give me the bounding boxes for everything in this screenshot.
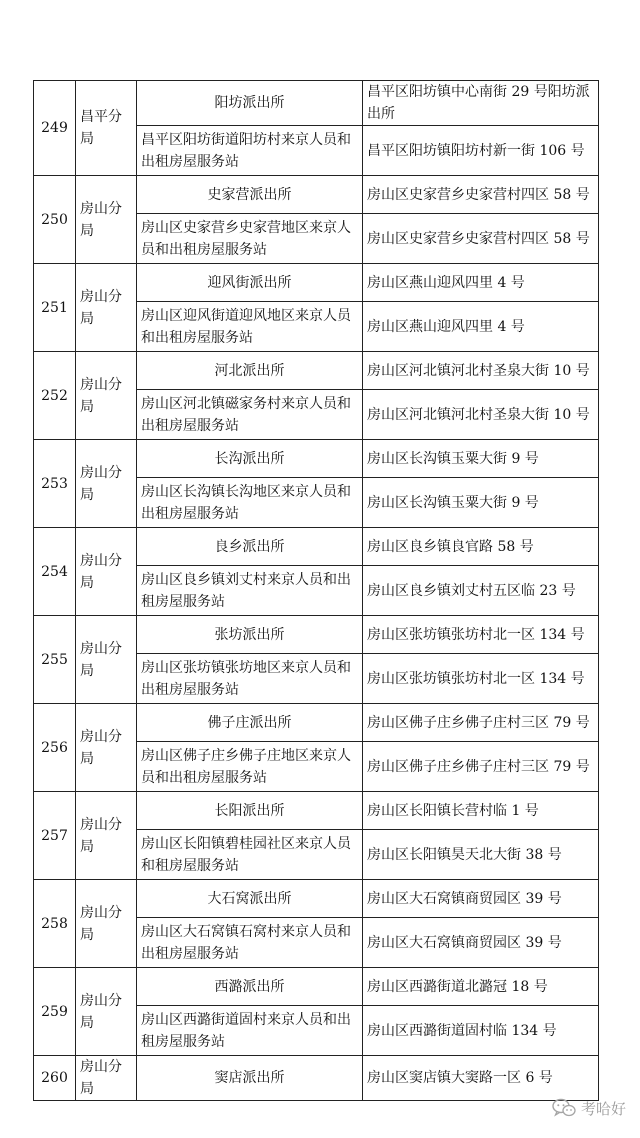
table-row [34, 792, 599, 830]
table-row [34, 440, 599, 478]
service-center-name-cell: 昌平区阳坊街道阳坊村来京人员和出租房屋服务站 [137, 126, 363, 176]
address-cell: 房山区河北镇河北村圣泉大街 10 号 [363, 352, 599, 390]
address-cell: 房山区长沟镇玉粟大街 9 号 [363, 478, 599, 528]
service-center-name-cell: 房山区迎风街道迎风地区来京人员和出租房屋服务站 [137, 302, 363, 352]
bureau-cell: 昌平分局 [76, 81, 137, 176]
watermark-text: 考哈好 [580, 1099, 626, 1118]
station-name-cell: 张坊派出所 [137, 616, 363, 654]
police-station-table [33, 80, 599, 1101]
address-cell: 房山区长沟镇玉粟大街 9 号 [363, 440, 599, 478]
address-cell: 房山区良乡镇刘丈村五区临 23 号 [363, 566, 599, 616]
station-name-cell: 窦店派出所 [137, 1056, 363, 1101]
row-number: 253 [34, 440, 76, 528]
service-center-name-cell: 房山区佛子庄乡佛子庄地区来京人员和出租房屋服务站 [137, 742, 363, 792]
address-cell: 房山区佛子庄乡佛子庄村三区 79 号 [363, 704, 599, 742]
station-name-cell: 史家营派出所 [137, 176, 363, 214]
table-row [34, 616, 599, 654]
bureau-cell: 房山分局 [76, 968, 137, 1056]
watermark [552, 1096, 626, 1120]
row-number: 260 [34, 1056, 76, 1101]
row-number: 259 [34, 968, 76, 1056]
table-row [34, 880, 599, 918]
table-row [34, 176, 599, 214]
service-center-name-cell: 房山区长沟镇长沟地区来京人员和出租房屋服务站 [137, 478, 363, 528]
address-cell: 房山区张坊镇张坊村北一区 134 号 [363, 616, 599, 654]
station-name-cell: 佛子庄派出所 [137, 704, 363, 742]
row-number: 249 [34, 81, 76, 176]
service-center-name-cell: 房山区史家营乡史家营地区来京人员和出租房屋服务站 [137, 214, 363, 264]
address-cell: 房山区史家营乡史家营村四区 58 号 [363, 214, 599, 264]
station-name-cell: 迎风街派出所 [137, 264, 363, 302]
row-number: 251 [34, 264, 76, 352]
bureau-cell: 房山分局 [76, 1056, 137, 1101]
address-cell: 房山区长阳镇长营村临 1 号 [363, 792, 599, 830]
table-row [34, 968, 599, 1006]
table-row [34, 352, 599, 390]
address-cell: 昌平区阳坊镇阳坊村新一街 106 号 [363, 126, 599, 176]
bureau-cell: 房山分局 [76, 440, 137, 528]
address-cell: 房山区良乡镇良官路 58 号 [363, 528, 599, 566]
service-center-name-cell: 房山区张坊镇张坊地区来京人员和出租房屋服务站 [137, 654, 363, 704]
row-number: 252 [34, 352, 76, 440]
row-number: 258 [34, 880, 76, 968]
table-row [34, 264, 599, 302]
table-body [34, 81, 599, 1101]
service-center-name-cell: 房山区大石窝镇石窝村来京人员和出租房屋服务站 [137, 918, 363, 968]
address-cell: 房山区窦店镇大窦路一区 6 号 [363, 1056, 599, 1101]
address-cell: 房山区西潞街道北潞冠 18 号 [363, 968, 599, 1006]
table-row [34, 528, 599, 566]
address-cell: 房山区西潞街道固村临 134 号 [363, 1006, 599, 1056]
station-name-cell: 西潞派出所 [137, 968, 363, 1006]
service-center-name-cell: 房山区西潞街道固村来京人员和出租房屋服务站 [137, 1006, 363, 1056]
bureau-cell: 房山分局 [76, 880, 137, 968]
table-row [34, 704, 599, 742]
row-number: 256 [34, 704, 76, 792]
row-number: 255 [34, 616, 76, 704]
station-name-cell: 大石窝派出所 [137, 880, 363, 918]
address-cell: 房山区史家营乡史家营村四区 58 号 [363, 176, 599, 214]
row-number: 257 [34, 792, 76, 880]
service-center-name-cell: 房山区长阳镇碧桂园社区来京人员和租房屋服务站 [137, 830, 363, 880]
table-row [34, 81, 599, 126]
address-cell: 房山区长阳镇昊天北大街 38 号 [363, 830, 599, 880]
bureau-cell: 房山分局 [76, 792, 137, 880]
station-name-cell: 河北派出所 [137, 352, 363, 390]
address-cell: 房山区河北镇河北村圣泉大街 10 号 [363, 390, 599, 440]
station-name-cell: 长沟派出所 [137, 440, 363, 478]
station-name-cell: 长阳派出所 [137, 792, 363, 830]
address-cell: 房山区大石窝镇商贸园区 39 号 [363, 880, 599, 918]
station-name-cell: 阳坊派出所 [137, 81, 363, 126]
address-cell: 房山区佛子庄乡佛子庄村三区 79 号 [363, 742, 599, 792]
row-number: 250 [34, 176, 76, 264]
address-cell: 房山区大石窝镇商贸园区 39 号 [363, 918, 599, 968]
bureau-cell: 房山分局 [76, 528, 137, 616]
row-number: 254 [34, 528, 76, 616]
bureau-cell: 房山分局 [76, 352, 137, 440]
address-cell: 房山区燕山迎风四里 4 号 [363, 264, 599, 302]
address-cell: 昌平区阳坊镇中心南街 29 号阳坊派出所 [363, 81, 599, 126]
bureau-cell: 房山分局 [76, 264, 137, 352]
bureau-cell: 房山分局 [76, 176, 137, 264]
bureau-cell: 房山分局 [76, 616, 137, 704]
service-center-name-cell: 房山区良乡镇刘丈村来京人员和出租房屋服务站 [137, 566, 363, 616]
address-cell: 房山区燕山迎风四里 4 号 [363, 302, 599, 352]
wechat-bubble-icon [552, 1098, 576, 1118]
bureau-cell: 房山分局 [76, 704, 137, 792]
table-row [34, 1056, 599, 1101]
service-center-name-cell: 房山区河北镇磁家务村来京人员和出租房屋服务站 [137, 390, 363, 440]
station-name-cell: 良乡派出所 [137, 528, 363, 566]
address-cell: 房山区张坊镇张坊村北一区 134 号 [363, 654, 599, 704]
